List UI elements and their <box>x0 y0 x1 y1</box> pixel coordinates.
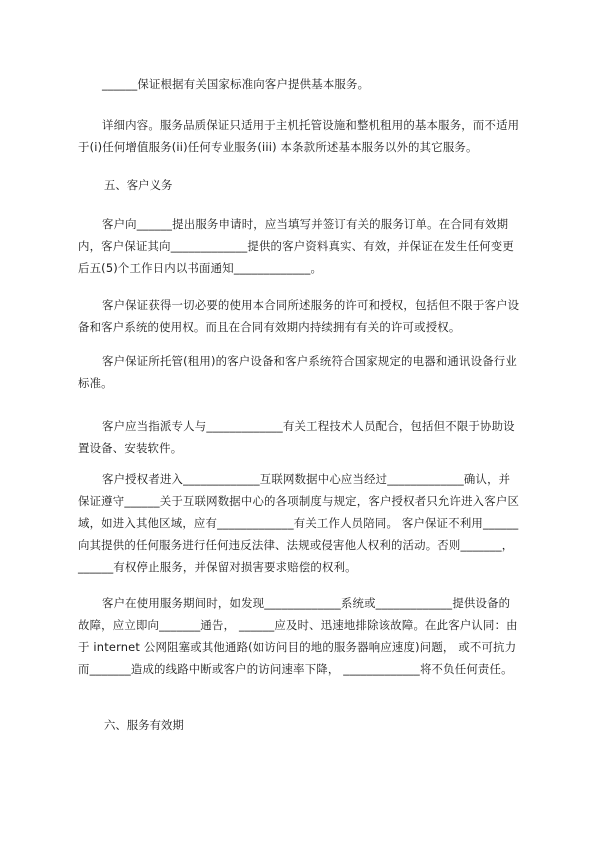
paragraph-basic-service: ______保证根据有关国家标准向客户提供基本服务。 <box>102 77 370 91</box>
paragraph-service-quality-scope: 详细内容。服务品质保证只适用于主机托管设施和整机租用的基本服务，而不适用于(i)任何增值服务(ii)任何专业服务(iii) 本条款所述基本服务以外的其它服务。 <box>78 118 520 154</box>
paragraph-service-application: 客户向______提出服务申请时，应当填写并签订有关的服务订单。在合同有效期内，客户保证其向_____________提供的客户资料真实、有效，并保证在发生任何变更后五(5)个工作日内以书面通知_____________。 <box>78 217 514 275</box>
section-heading-customer-obligations: 五、客户义务 <box>104 178 173 192</box>
paragraph-fault-reporting: 客户在使用服务期间时，如发现_____________系统或_____________提供设备的故障，应立即向_______通告， ______应及时、迅速地排除该故障。在此客户认同：由于 internet 公网阻塞或其他通路(如访问目的地的服务器响应速度)问题， 或不可抗力而_______造成的线路中断或客户的访问速率下降， _____________将不负任何责任。 <box>78 596 518 676</box>
paragraph-licenses: 客户保证获得一切必要的使用本合同所述服务的许可和授权，包括但不限于客户设备和客户系统的使用权。而且在合同有效期内持续拥有有关的许可或授权。 <box>78 298 520 334</box>
paragraph-equipment-standards: 客户保证所托管(租用)的客户设备和客户系统符合国家规定的电器和通讯设备行业标准。 <box>78 354 517 390</box>
paragraph-technical-cooperation: 客户应当指派专人与_____________有关工程技术人员配合，包括但不限于协助设置设备、安装软件。 <box>78 419 515 455</box>
section-heading-service-term: 六、服务有效期 <box>104 718 184 732</box>
paragraph-authorized-access: 客户授权者进入_____________互联网数据中心应当经过_____________确认，并保证遵守______关于互联网数据中心的各项制度与规定，客户授权者只允许进入客户区域，如进入其他区域，应有_____________有关工作人员陪同。 客户保证不利用______向其提供的任何服务进行任何违反法律、法规或侵害他人权利的活动。否则_______，______有权停止服务，并保留对损害要求赔偿的权利。 <box>78 472 520 574</box>
